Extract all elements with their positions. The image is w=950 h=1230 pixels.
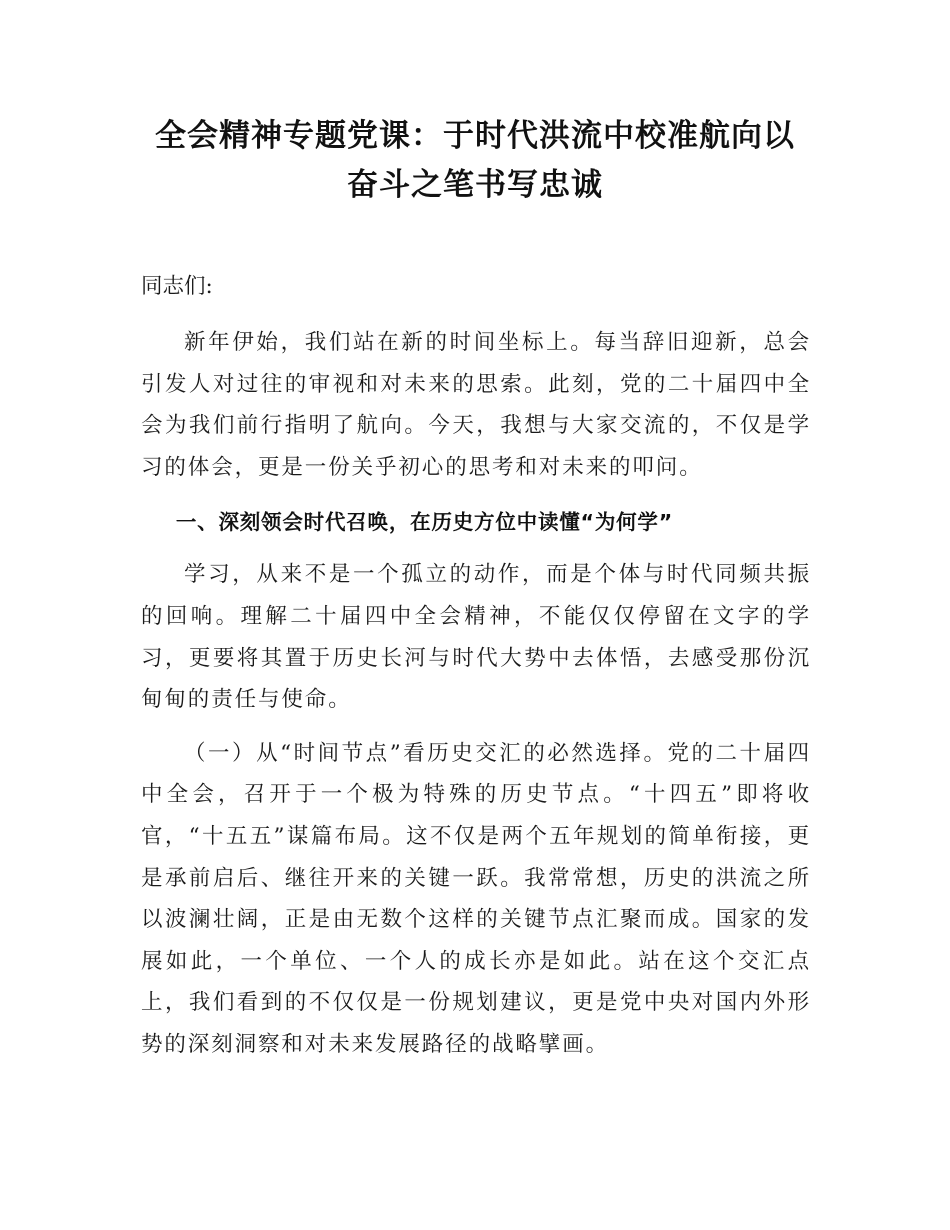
paragraph-section-1: 学习，从来不是一个孤立的动作，而是个体与时代同频共振的回响。理解二十届四中全会精神，不能仅仅停留在文字的学习，更要将其置于历史长河与时代大势中去体悟，去感受那份沉甸甸的责任与使命。: [141, 562, 811, 713]
document-title: [120, 112, 830, 210]
section-heading-1: 一、深刻领会时代召唤，在历史方位中读懂“为何学”: [175, 510, 673, 535]
paragraph-intro: 新年伊始，我们站在新的时间坐标上。每当辞旧迎新，总会引发人对过往的审视和对未来的思索。此刻，党的二十届四中全会为我们前行指明了航向。今天，我想与大家交流的，不仅是学习的体会，更是一份关乎初心的思考和对未来的叩问。: [141, 330, 811, 480]
title-line-1: 全会精神专题党课：于时代洪流中校准航向以: [155, 118, 795, 154]
title-line-2: 奋斗之笔书写忠诚: [347, 167, 603, 203]
document-body: [141, 266, 811, 1066]
paragraph-subsection-1: （一）从“时间节点”看历史交汇的必然选择。党的二十届四中全会，召开于一个极为特殊的历史节点。“十四五”即将收官，“十五五”谋篇布局。这不仅是两个五年规划的简单衔接，更是承前启后、继往开来的关键一跃。我常常想，历史的洪流之所以波澜壮阔，正是由无数个这样的关键节点汇聚而成。国家的发展如此，一个单位、一个人的成长亦是如此。站在这个交汇点上，我们看到的不仅仅是一份规划建议，更是党中央对国内外形势的深刻洞察和对未来发展路径的战略擘画。: [141, 740, 811, 1057]
salutation: 同志们:: [141, 274, 213, 299]
